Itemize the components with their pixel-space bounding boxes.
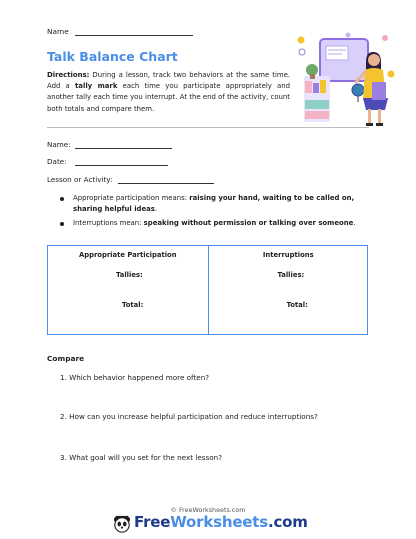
definition-interruptions: Interruptions mean: speaking without permission or talking over someone. — [60, 218, 376, 229]
interruptions-header: Interruptions — [262, 251, 314, 259]
directions-label: Directions: — [47, 71, 90, 79]
definition-participation: Appropriate participation means: raising your hand, waiting to be called on, sharing helpful ideas. — [60, 193, 376, 215]
interruptions-tallies-label[interactable]: Tallies: — [277, 271, 305, 279]
paper-icon — [326, 46, 348, 60]
tally-table — [47, 245, 368, 335]
classroom-illustration — [290, 30, 400, 130]
student-name-label: Name: — [47, 140, 71, 149]
participation-column — [48, 246, 208, 334]
page-title: Talk Balance Chart — [47, 49, 178, 64]
participation-tallies-label[interactable]: Tallies: — [116, 271, 143, 279]
student-name-field — [47, 140, 71, 149]
date-label: Date: — [47, 157, 67, 166]
participation-header: Appropriate Participation — [78, 251, 177, 259]
top-name-field — [47, 27, 69, 36]
participation-total-label[interactable]: Total: — [122, 301, 144, 309]
brand-wordmark: FreeWorksheets.com — [134, 513, 308, 531]
bullet-icon — [60, 197, 64, 201]
bullet-icon — [60, 222, 64, 226]
directions-bold: tally mark — [75, 82, 118, 91]
globe-icon — [352, 84, 364, 96]
compare-heading: Compare — [47, 354, 85, 363]
compare-question-1: 1. Which behavior happened more often? — [60, 373, 210, 382]
section-divider — [47, 127, 369, 128]
lesson-line[interactable] — [118, 183, 214, 184]
emoji-icon-2 — [388, 71, 395, 78]
interruptions-total-label[interactable]: Total: — [286, 301, 308, 309]
directions-text-1: During a lesson, track two behaviors at the same time. Add a — [47, 71, 290, 91]
panda-icon — [113, 515, 131, 533]
top-name-label: Name — [47, 27, 69, 36]
compare-question-3: 3. What goal will you set for the next lesson? — [60, 453, 223, 462]
student-name-line[interactable] — [75, 148, 172, 149]
definitions-list — [60, 193, 376, 232]
teacher-face — [368, 54, 380, 66]
lesson-field — [47, 175, 112, 184]
top-name-line[interactable] — [75, 35, 193, 36]
lesson-label: Lesson or Activity: — [47, 175, 113, 184]
directions-text-2: each time you participate appropriately and another tally each time you interrupt. At the end of the activity, count both totals and compare them. — [47, 82, 290, 113]
bubble-icon — [299, 49, 305, 55]
dot-icon — [346, 33, 351, 38]
book-icon — [372, 82, 386, 100]
date-line[interactable] — [75, 165, 168, 166]
heart-icon — [382, 35, 388, 41]
date-field — [47, 157, 67, 166]
emoji-icon — [298, 37, 305, 44]
directions-paragraph — [47, 70, 290, 115]
interruptions-column — [208, 246, 369, 334]
footer-copyright[interactable]: © FreeWorksheets.com — [170, 506, 246, 514]
compare-question-2: 2. How can you increase helpful participation and reduce interruptions? — [60, 412, 318, 421]
